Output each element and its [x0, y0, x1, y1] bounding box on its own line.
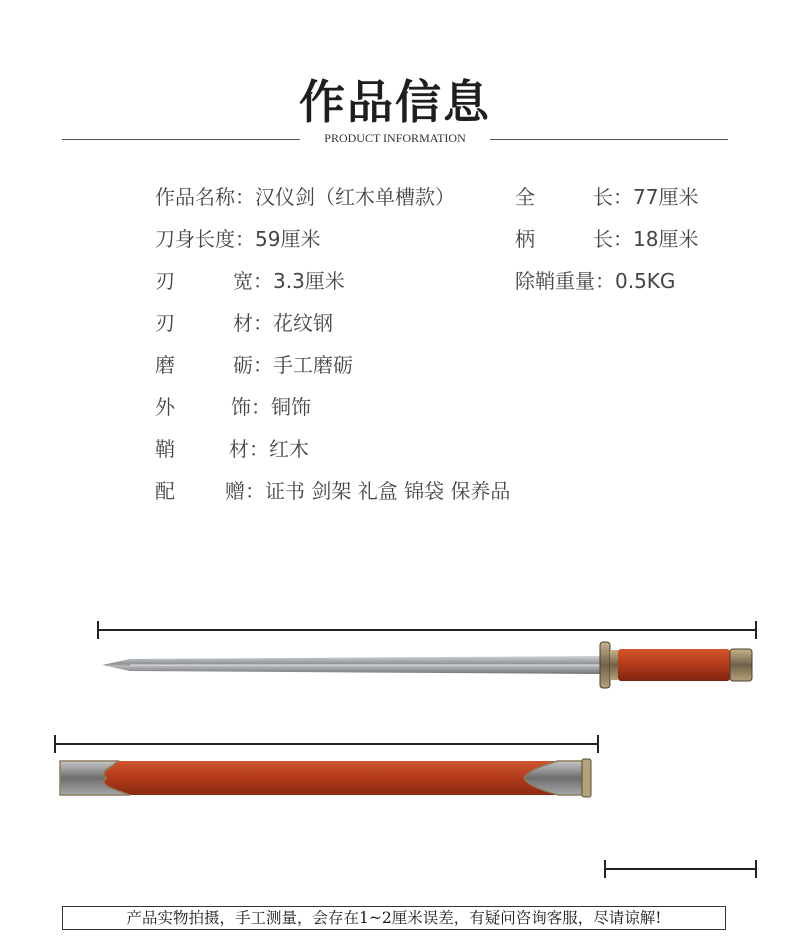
section-subtitle	[62, 131, 728, 149]
subtitle-text: PRODUCT INFORMATION	[324, 131, 466, 145]
spec-row-handle-length	[515, 225, 698, 253]
spec-row-gifts	[155, 477, 510, 505]
measurement-notice: 产品实物拍摄，手工测量，会存在1~2厘米误差，有疑问咨询客服，尽请谅解!	[62, 906, 726, 930]
measure-scabbard-length	[54, 735, 599, 753]
spec-row-weight	[515, 267, 675, 295]
spec-label-char: 刃	[155, 311, 175, 335]
guard	[600, 642, 610, 688]
page-title: 作品信息	[299, 75, 491, 129]
measure-total-length	[97, 621, 757, 639]
spec-label-char: 赠	[225, 479, 245, 503]
spec-label-char: 配	[155, 479, 175, 503]
spec-value: 0.5KG	[615, 269, 676, 293]
measure-handle-length	[604, 860, 757, 878]
pommel	[730, 649, 752, 681]
spec-label-char: 饰	[231, 395, 251, 419]
divider-right	[490, 139, 728, 140]
spec-value: ：手工磨砺	[253, 353, 353, 377]
spec-value: ：18厘米	[613, 227, 699, 251]
spec-value: ：铜饰	[251, 395, 311, 419]
collar	[610, 650, 618, 680]
spec-label-char: 长	[593, 185, 613, 209]
spec-value: ：77厘米	[613, 185, 699, 209]
spec-label-char: 材	[233, 311, 253, 335]
spec-label-char: 材	[229, 437, 249, 461]
scabbard-illustration	[58, 757, 592, 799]
spec-label: 刀身长度：	[155, 227, 255, 251]
spec-label-char: 刃	[155, 269, 175, 293]
spec-row-blade-material	[155, 309, 333, 337]
spec-value: ：花纹钢	[253, 311, 333, 335]
spec-label-char: 柄	[515, 227, 535, 251]
spec-label-char: 外	[155, 395, 175, 419]
sword-illustration	[100, 638, 756, 694]
spec-row-total-length	[515, 183, 698, 211]
grip	[618, 649, 730, 681]
spec-value: ：证书 剑架 礼盒 锦袋 保养品	[245, 479, 511, 503]
spec-value: ：红木	[249, 437, 309, 461]
spec-label-char: 磨	[155, 353, 175, 377]
spec-value: 59厘米	[255, 227, 321, 251]
spec-row-sharpening	[155, 351, 353, 379]
spec-value: 汉仪剑（红木单槽款）	[255, 185, 455, 209]
spec-label-char: 鞘	[155, 437, 175, 461]
spec-row-blade-width	[155, 267, 345, 295]
spec-label-char: 砺	[233, 353, 253, 377]
spec-row-blade-length	[155, 225, 320, 253]
spec-label-char: 长	[593, 227, 613, 251]
spec-row-fittings	[155, 393, 311, 421]
spec-label: 作品名称：	[155, 185, 255, 209]
spec-label: 除鞘重量：	[515, 269, 615, 293]
spec-label-char: 全	[515, 185, 535, 209]
scabbard-body	[60, 761, 590, 795]
spec-value: ：3.3厘米	[253, 269, 345, 293]
spec-label-char: 宽	[233, 269, 253, 293]
spec-row-scabbard	[155, 435, 309, 463]
spec-row-name	[155, 183, 455, 211]
